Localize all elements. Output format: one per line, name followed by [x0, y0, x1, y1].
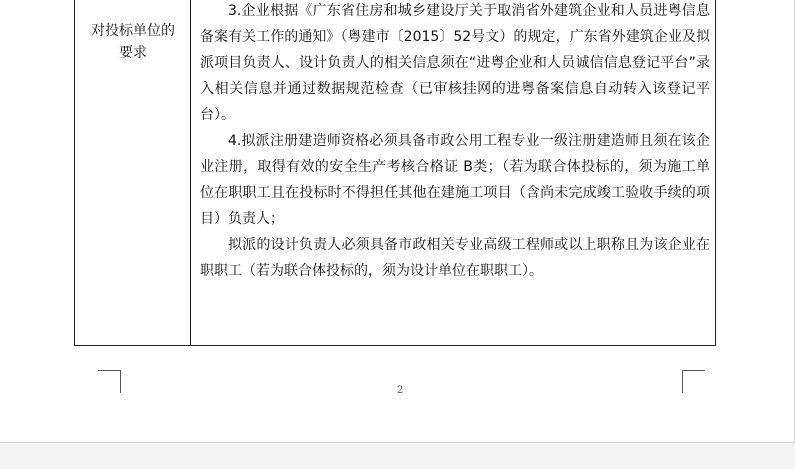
- crop-mark-left: [98, 370, 121, 393]
- requirement-paragraph-4: 4.拟派注册建造师资格必须具备市政公用工程专业一级注册建造师且须在该企业注册，取得有效的安全生产考核合格证 B类；（若为联合体投标的，须为施工单位在职职工且在投标时不得担任其他在建施工项目（含尚未完成竣工验收手续的项目）负责人；: [200, 133, 710, 227]
- row-label-bidder-requirements: 对投标单位的要求: [91, 23, 175, 61]
- page-number: 2: [396, 385, 404, 396]
- requirements-table: [74, 0, 716, 346]
- crop-mark-right: [682, 370, 705, 393]
- requirements-content: [200, 0, 710, 284]
- table-column-divider: [190, 0, 191, 345]
- requirement-paragraph-design-lead: 拟派的设计负责人必须具备市政相关专业高级工程师或以上职称且为该企业在职职工（若为联合体投标的，须为设计单位在职职工）。: [200, 237, 710, 279]
- requirement-paragraph-3: 3.企业根据《广东省住房和城乡建设厅关于取消省外建筑企业和人员进粤信息备案有关工作的通知》（粤建市〔2015〕52号文）的规定，广东省外建筑企业及拟派项目负责人、设计负责人的相关信息须在“进粤企业和人员诚信信息登记平台”录入相关信息并通过数据规范检查（已审核挂网的进粤备案信息自动转入该登记平台）。: [200, 3, 710, 123]
